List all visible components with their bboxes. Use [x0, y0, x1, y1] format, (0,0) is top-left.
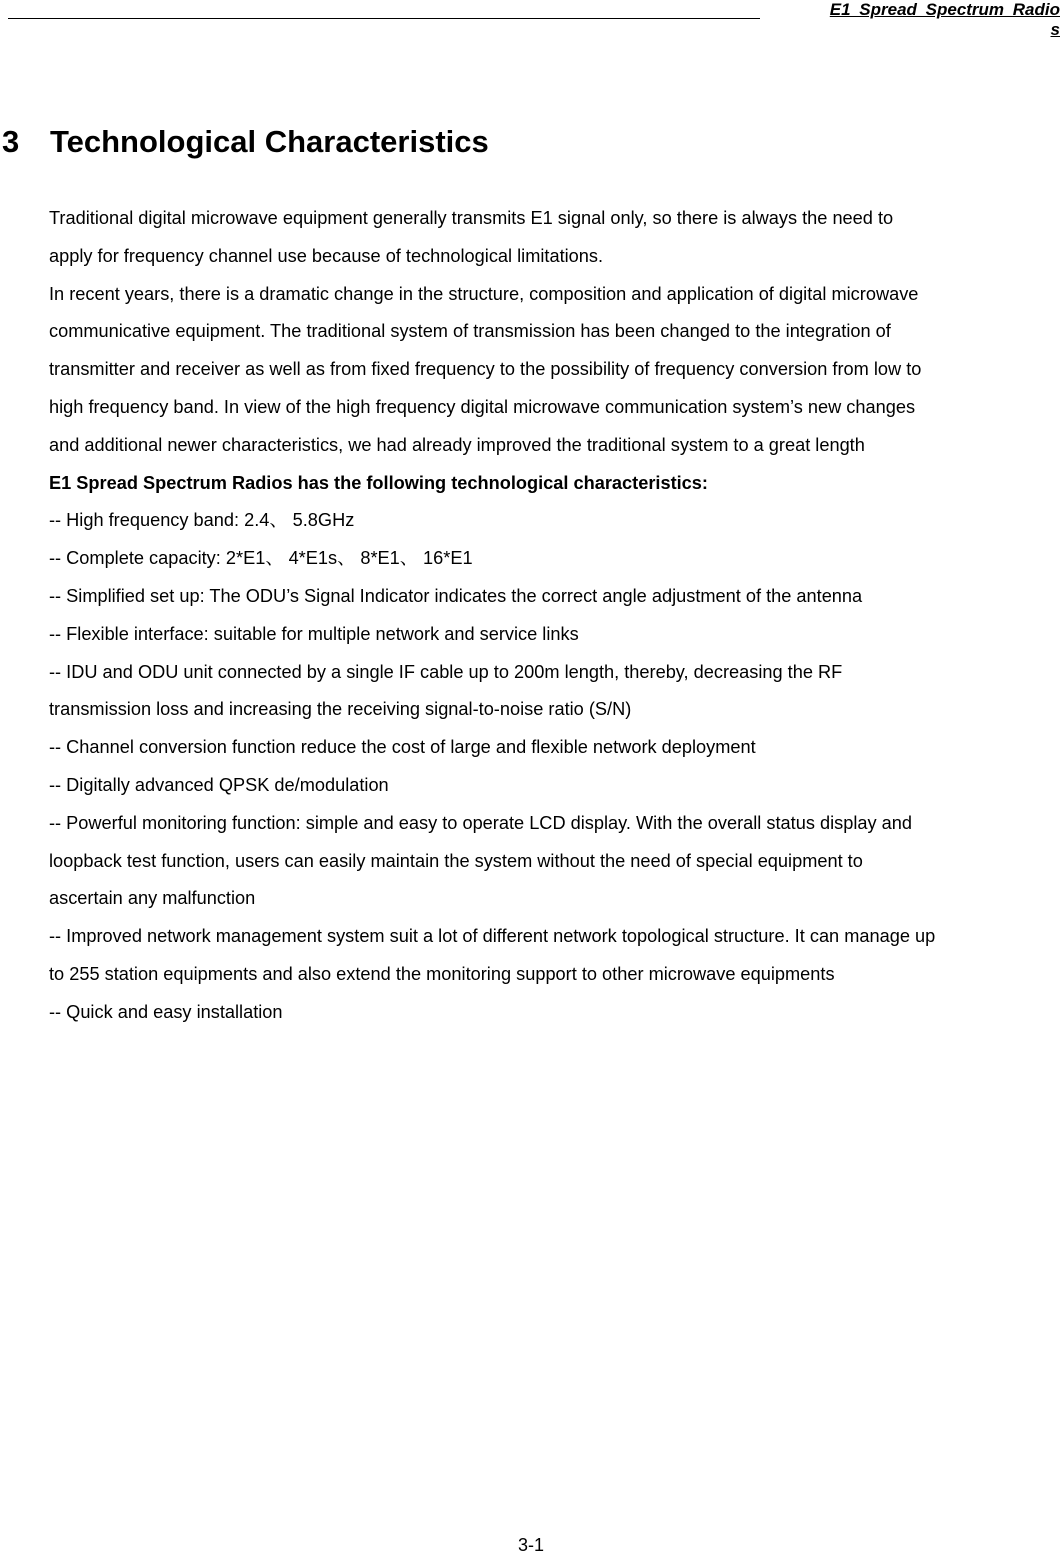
paragraph-line: apply for frequency channel use because of technological limitations.	[49, 245, 604, 266]
paragraph-line: and additional newer characteristics, we had already improved the traditional system to a great length	[49, 434, 865, 455]
feature-item-continuation: transmission loss and increasing the receiving signal-to-noise ratio (S/N)	[49, 699, 632, 720]
feature-item: -- Quick and easy installation	[49, 1001, 283, 1022]
header-title-line2: s	[1050, 20, 1060, 39]
feature-item: -- Digitally advanced QPSK de/modulation	[49, 774, 389, 795]
section-number: 3	[2, 124, 20, 159]
feature-item: -- Simplified set up: The ODU’s Signal Indicator indicates the correct angle adjustment of the antenna	[49, 585, 863, 606]
paragraph-line: Traditional digital microwave equipment generally transmits E1 signal only, so there is always the need to	[49, 208, 894, 228]
feature-item-continuation: loopback test function, users can easily maintain the system without the need of special equipment to	[49, 850, 863, 871]
page-header	[0, 0, 1062, 40]
feature-item: -- High frequency band: 2.4、 5.8GHz	[49, 510, 355, 531]
feature-item: -- Complete capacity: 2*E1、 4*E1s、 8*E1、 16*E1	[49, 548, 473, 569]
lead-line: E1 Spread Spectrum Radios has the following technological characteristics:	[49, 472, 708, 493]
feature-item: -- IDU and ODU unit connected by a single IF cable up to 200m length, thereby, decreasing the RF	[49, 661, 843, 682]
paragraph-line: In recent years, there is a dramatic change in the structure, composition and application of digital microwave	[49, 283, 919, 304]
feature-item: -- Channel conversion function reduce the cost of large and flexible network deployment	[49, 737, 756, 758]
feature-item: -- Flexible interface: suitable for multiple network and service links	[49, 623, 579, 644]
feature-item-continuation: to 255 station equipments and also extend the monitoring support to other microwave equipments	[49, 963, 835, 984]
page-number: 3-1	[517, 1535, 544, 1555]
feature-item-continuation: ascertain any malfunction	[49, 888, 256, 909]
header-title-line1: E1 Spread Spectrum Radio	[829, 0, 1060, 19]
feature-item: -- Powerful monitoring function: simple and easy to operate LCD display. With the overall status display and	[49, 812, 912, 833]
section-heading	[2, 120, 489, 164]
paragraph-line: high frequency band. In view of the high frequency digital microwave communication system’s new changes	[49, 396, 916, 417]
header-title	[760, 0, 1060, 40]
paragraph-line: communicative equipment. The traditional system of transmission has been changed to the integration of	[49, 321, 891, 342]
section-title: Technological Characteristics	[50, 124, 489, 159]
feature-item: -- Improved network management system suit a lot of different network topological structure. It can manage up	[49, 926, 936, 947]
paragraph-line: transmitter and receiver as well as from fixed frequency to the possibility of frequency conversion from low to	[49, 359, 922, 380]
body-text	[49, 200, 1062, 1032]
